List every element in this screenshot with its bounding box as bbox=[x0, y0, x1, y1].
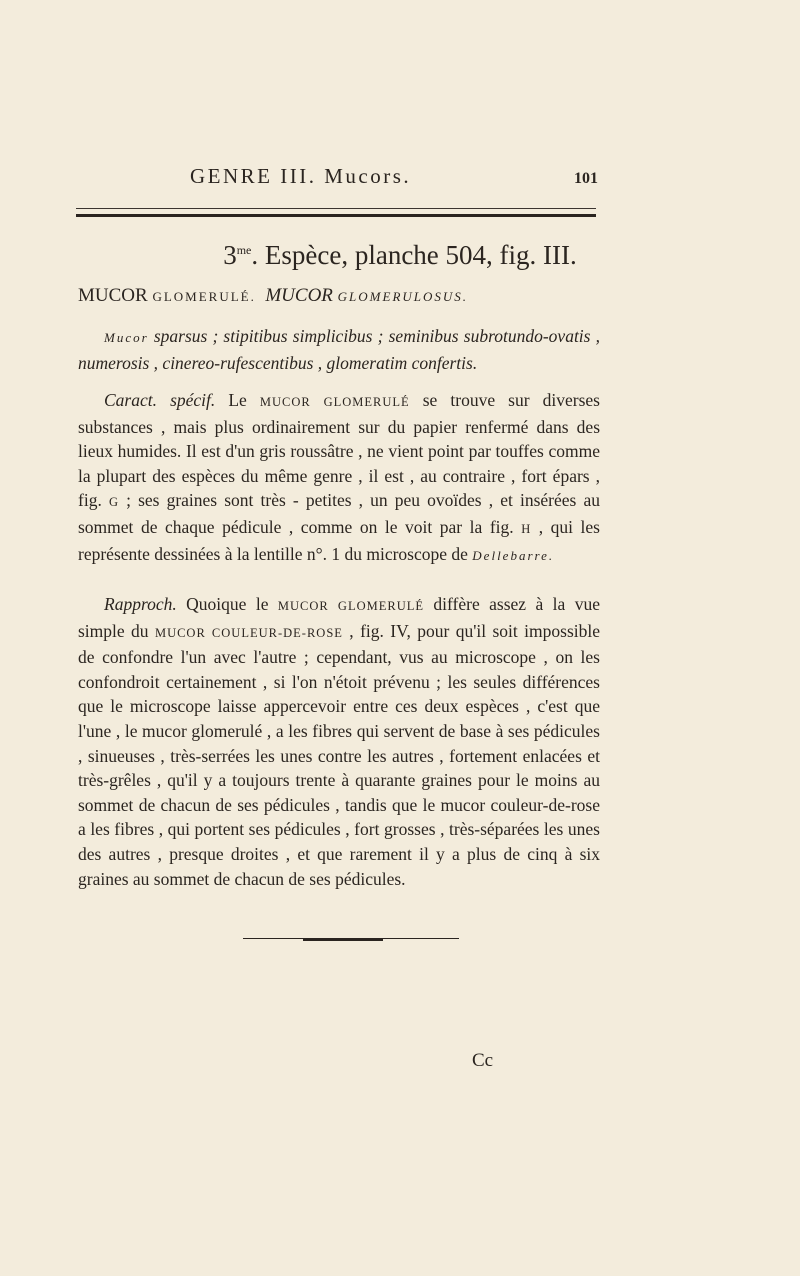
carac-lead: Caract. spécif. bbox=[104, 390, 216, 410]
latin-species: GLOMERULOSUS. bbox=[337, 289, 469, 304]
carac-author: Dellebarre. bbox=[472, 547, 555, 563]
species-heading bbox=[0, 240, 800, 271]
end-rule bbox=[243, 938, 459, 942]
french-genus: MUCOR bbox=[78, 285, 148, 306]
comparison-paragraph bbox=[78, 592, 600, 891]
species-plate: . Espèce, planche 504, fig. III. bbox=[251, 240, 577, 270]
carac-species-name: MUCOR GLOMERULÉ bbox=[259, 395, 410, 409]
signature-mark: Cc bbox=[472, 1050, 494, 1071]
rappro-text-3: , fig. IV, pour qu'il soit impossible de confondre l'un avec l'autre ; cependant, vus au microscope , on les confondroit certainement , si l'on n'étoit prévenu ; les seules différences que le microscope laisse appercevoir entre ces deux espèces , c'est que l'une , le mucor glomerulé , a les fibres qui servent de base à ses pédicules , sinueuses , très-serrées les unes contre les autres , fortement enlacées et très-grêles , qu'il y a toujours trente à quarante graines pour le moins au sommet de chacun de ses pédicules , tandis que le mucor couleur-de-rose a les fibres , qui portent ses pédicules , fort grosses , très-séparées les unes des autres , presque droites , et que rarement il y a plus de cinq à six graines au sommet de chacun de ses pédicules. bbox=[78, 620, 600, 889]
page-number: 101 bbox=[574, 170, 598, 187]
latin-genus: MUCOR bbox=[265, 285, 333, 306]
rappro-species-2: MUCOR COULEUR-DE-ROSE bbox=[154, 625, 343, 640]
rappro-text-1: Quoique le bbox=[176, 594, 278, 614]
species-names bbox=[78, 285, 598, 307]
carac-text-1: Le bbox=[215, 390, 260, 410]
rappro-species-1: MUCOR GLOMERULÉ bbox=[277, 599, 424, 613]
species-ordinal: me bbox=[236, 243, 252, 257]
header-rule bbox=[76, 208, 596, 217]
diagnosis-text: sparsus ; stipitibus simplicibus ; seminibus subrotundo-ovatis , numerosis , cinereo-rufescentibus , glomeratim confertis. bbox=[78, 326, 600, 373]
diagnosis-genus: Mucor bbox=[104, 330, 149, 345]
carac-text-2: se trouve sur diverses substances , mais plus ordinairement sur du papier renfermé dans des lieux humides. Il est d'un gris roussâtre , ne vient point par touffes comme la plupart des espèces du même genre , il est , au contraire , fort épars , fig. bbox=[78, 390, 600, 511]
french-species: GLOMERULÉ. bbox=[152, 289, 256, 304]
rappro-text-2: diffère assez à la vue simple du bbox=[78, 594, 600, 641]
header-title: GENRE III. Mucors. bbox=[190, 164, 412, 188]
running-header bbox=[78, 162, 598, 202]
specific-characters bbox=[78, 388, 600, 568]
latin-diagnosis bbox=[78, 324, 600, 375]
carac-text-4: , qui les représente dessinées à la lentille n°. 1 du microscope de bbox=[78, 516, 600, 564]
carac-fig-letter-h: H bbox=[521, 521, 532, 536]
rappro-lead: Rapproch. bbox=[104, 594, 177, 614]
carac-fig-letter-g: G bbox=[108, 495, 119, 510]
carac-text-3: ; ses graines sont très - petites , un peu ovoïdes , et insérées au sommet de chaque pédicule , comme on le voit par la fig. bbox=[78, 490, 600, 537]
species-number: 3 bbox=[223, 240, 237, 270]
